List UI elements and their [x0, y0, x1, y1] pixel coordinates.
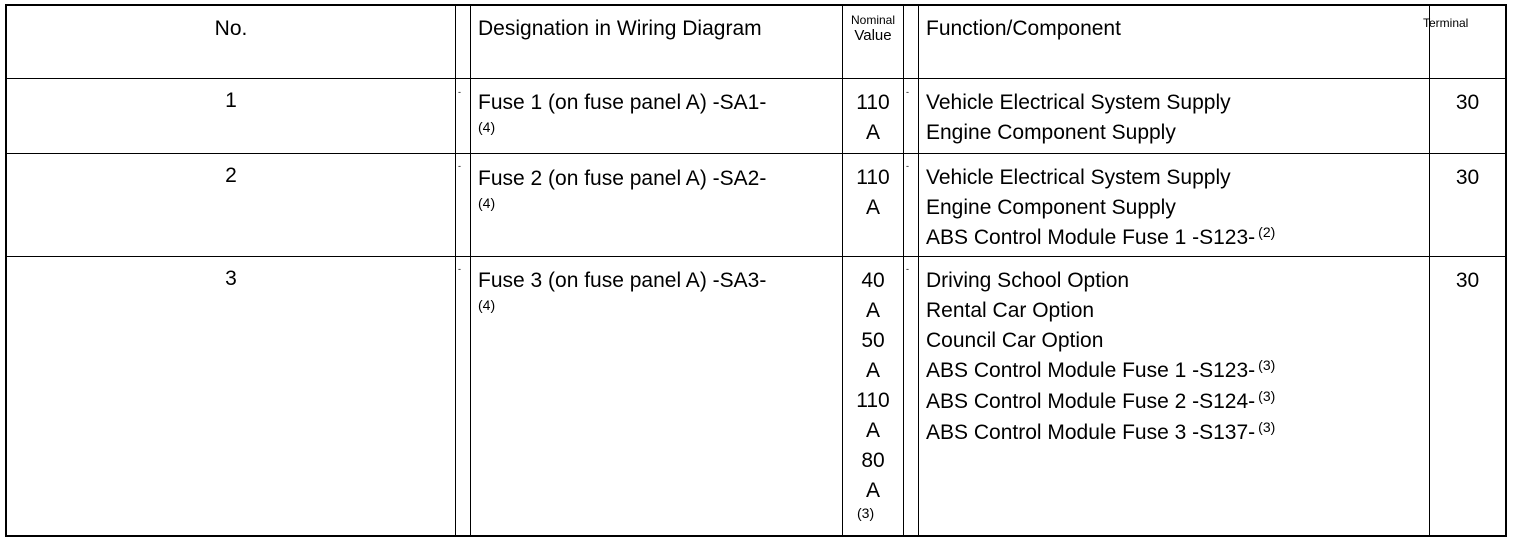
- designation-cell: Fuse 1 (on fuse panel A) -SA1-: [478, 91, 767, 114]
- fuse-table: [5, 4, 1507, 537]
- header-designation: Designation in Wiring Diagram: [478, 17, 762, 40]
- function-cell: [926, 163, 1275, 254]
- function-note: (3): [1258, 357, 1276, 373]
- function-line: Driving School Option: [926, 269, 1130, 292]
- designation-note: (4): [478, 297, 496, 313]
- value-line: 80: [861, 449, 885, 472]
- function-text: ABS Control Module Fuse 1 -S123-: [926, 359, 1256, 382]
- header-terminal: Terminal: [1423, 16, 1469, 30]
- tick-mark: -: [906, 264, 909, 274]
- header-nominal-value: [843, 13, 903, 45]
- nominal-value-cell: [843, 163, 903, 223]
- function-text: ABS Control Module Fuse 1 -S123-: [926, 226, 1256, 249]
- row-divider: [7, 78, 1505, 79]
- function-line: [926, 387, 1275, 418]
- row-divider: [7, 153, 1505, 154]
- tick-mark: -: [458, 264, 461, 274]
- tick-mark: -: [458, 87, 461, 97]
- terminal-cell: 30: [1455, 269, 1480, 292]
- value-line: 110: [856, 91, 890, 114]
- terminal-cell: 30: [1455, 166, 1480, 189]
- header-function: Function/Component: [926, 17, 1121, 40]
- function-note: (3): [1258, 388, 1276, 404]
- function-line: Council Car Option: [926, 329, 1104, 352]
- value-line: 40: [861, 269, 885, 292]
- terminal-cell: 30: [1455, 91, 1480, 114]
- value-line: A: [865, 419, 880, 442]
- row-number: 2: [225, 164, 237, 187]
- function-line: Engine Component Supply: [926, 196, 1176, 219]
- value-line: A: [865, 479, 880, 502]
- function-line: Vehicle Electrical System Supply: [926, 166, 1231, 189]
- value-line: A: [865, 121, 880, 144]
- tick-mark: -: [458, 161, 461, 171]
- value-line: 110: [856, 166, 890, 189]
- value-line: A: [865, 299, 880, 322]
- designation-note: (4): [478, 195, 496, 211]
- value-line: 50: [861, 329, 885, 352]
- designation-note: (4): [478, 119, 496, 135]
- value-line: A: [865, 359, 880, 382]
- tick-mark: -: [906, 87, 909, 97]
- column-divider: [470, 6, 471, 535]
- designation-cell: Fuse 3 (on fuse panel A) -SA3-: [478, 269, 767, 292]
- function-text: ABS Control Module Fuse 3 -S137-: [926, 421, 1256, 444]
- row-number: 1: [225, 89, 237, 112]
- function-line: [926, 356, 1275, 387]
- value-note: (3): [857, 505, 875, 521]
- header-nominal-line1: Nominal: [850, 13, 895, 27]
- value-line: 110: [856, 389, 890, 412]
- function-note: (3): [1258, 419, 1276, 435]
- value-line: A: [865, 196, 880, 219]
- function-note: (2): [1258, 224, 1276, 240]
- header-no: No.: [214, 17, 248, 40]
- function-line: [926, 223, 1275, 254]
- function-cell: [926, 266, 1275, 449]
- row-number: 3: [225, 267, 237, 290]
- function-line: Engine Component Supply: [926, 121, 1176, 144]
- function-text: ABS Control Module Fuse 2 -S124-: [926, 390, 1256, 413]
- column-divider: [455, 6, 456, 535]
- column-divider: [918, 6, 919, 535]
- nominal-value-cell: [843, 266, 903, 506]
- header-nominal-line2: Value: [854, 27, 892, 44]
- function-line: [926, 418, 1275, 449]
- designation-cell: Fuse 2 (on fuse panel A) -SA2-: [478, 167, 767, 190]
- nominal-value-cell: [843, 88, 903, 148]
- column-divider: [903, 6, 904, 535]
- row-divider: [7, 256, 1505, 257]
- function-line: Vehicle Electrical System Supply: [926, 91, 1231, 114]
- function-line: Rental Car Option: [926, 299, 1095, 322]
- function-cell: [926, 88, 1231, 148]
- tick-mark: -: [906, 161, 909, 171]
